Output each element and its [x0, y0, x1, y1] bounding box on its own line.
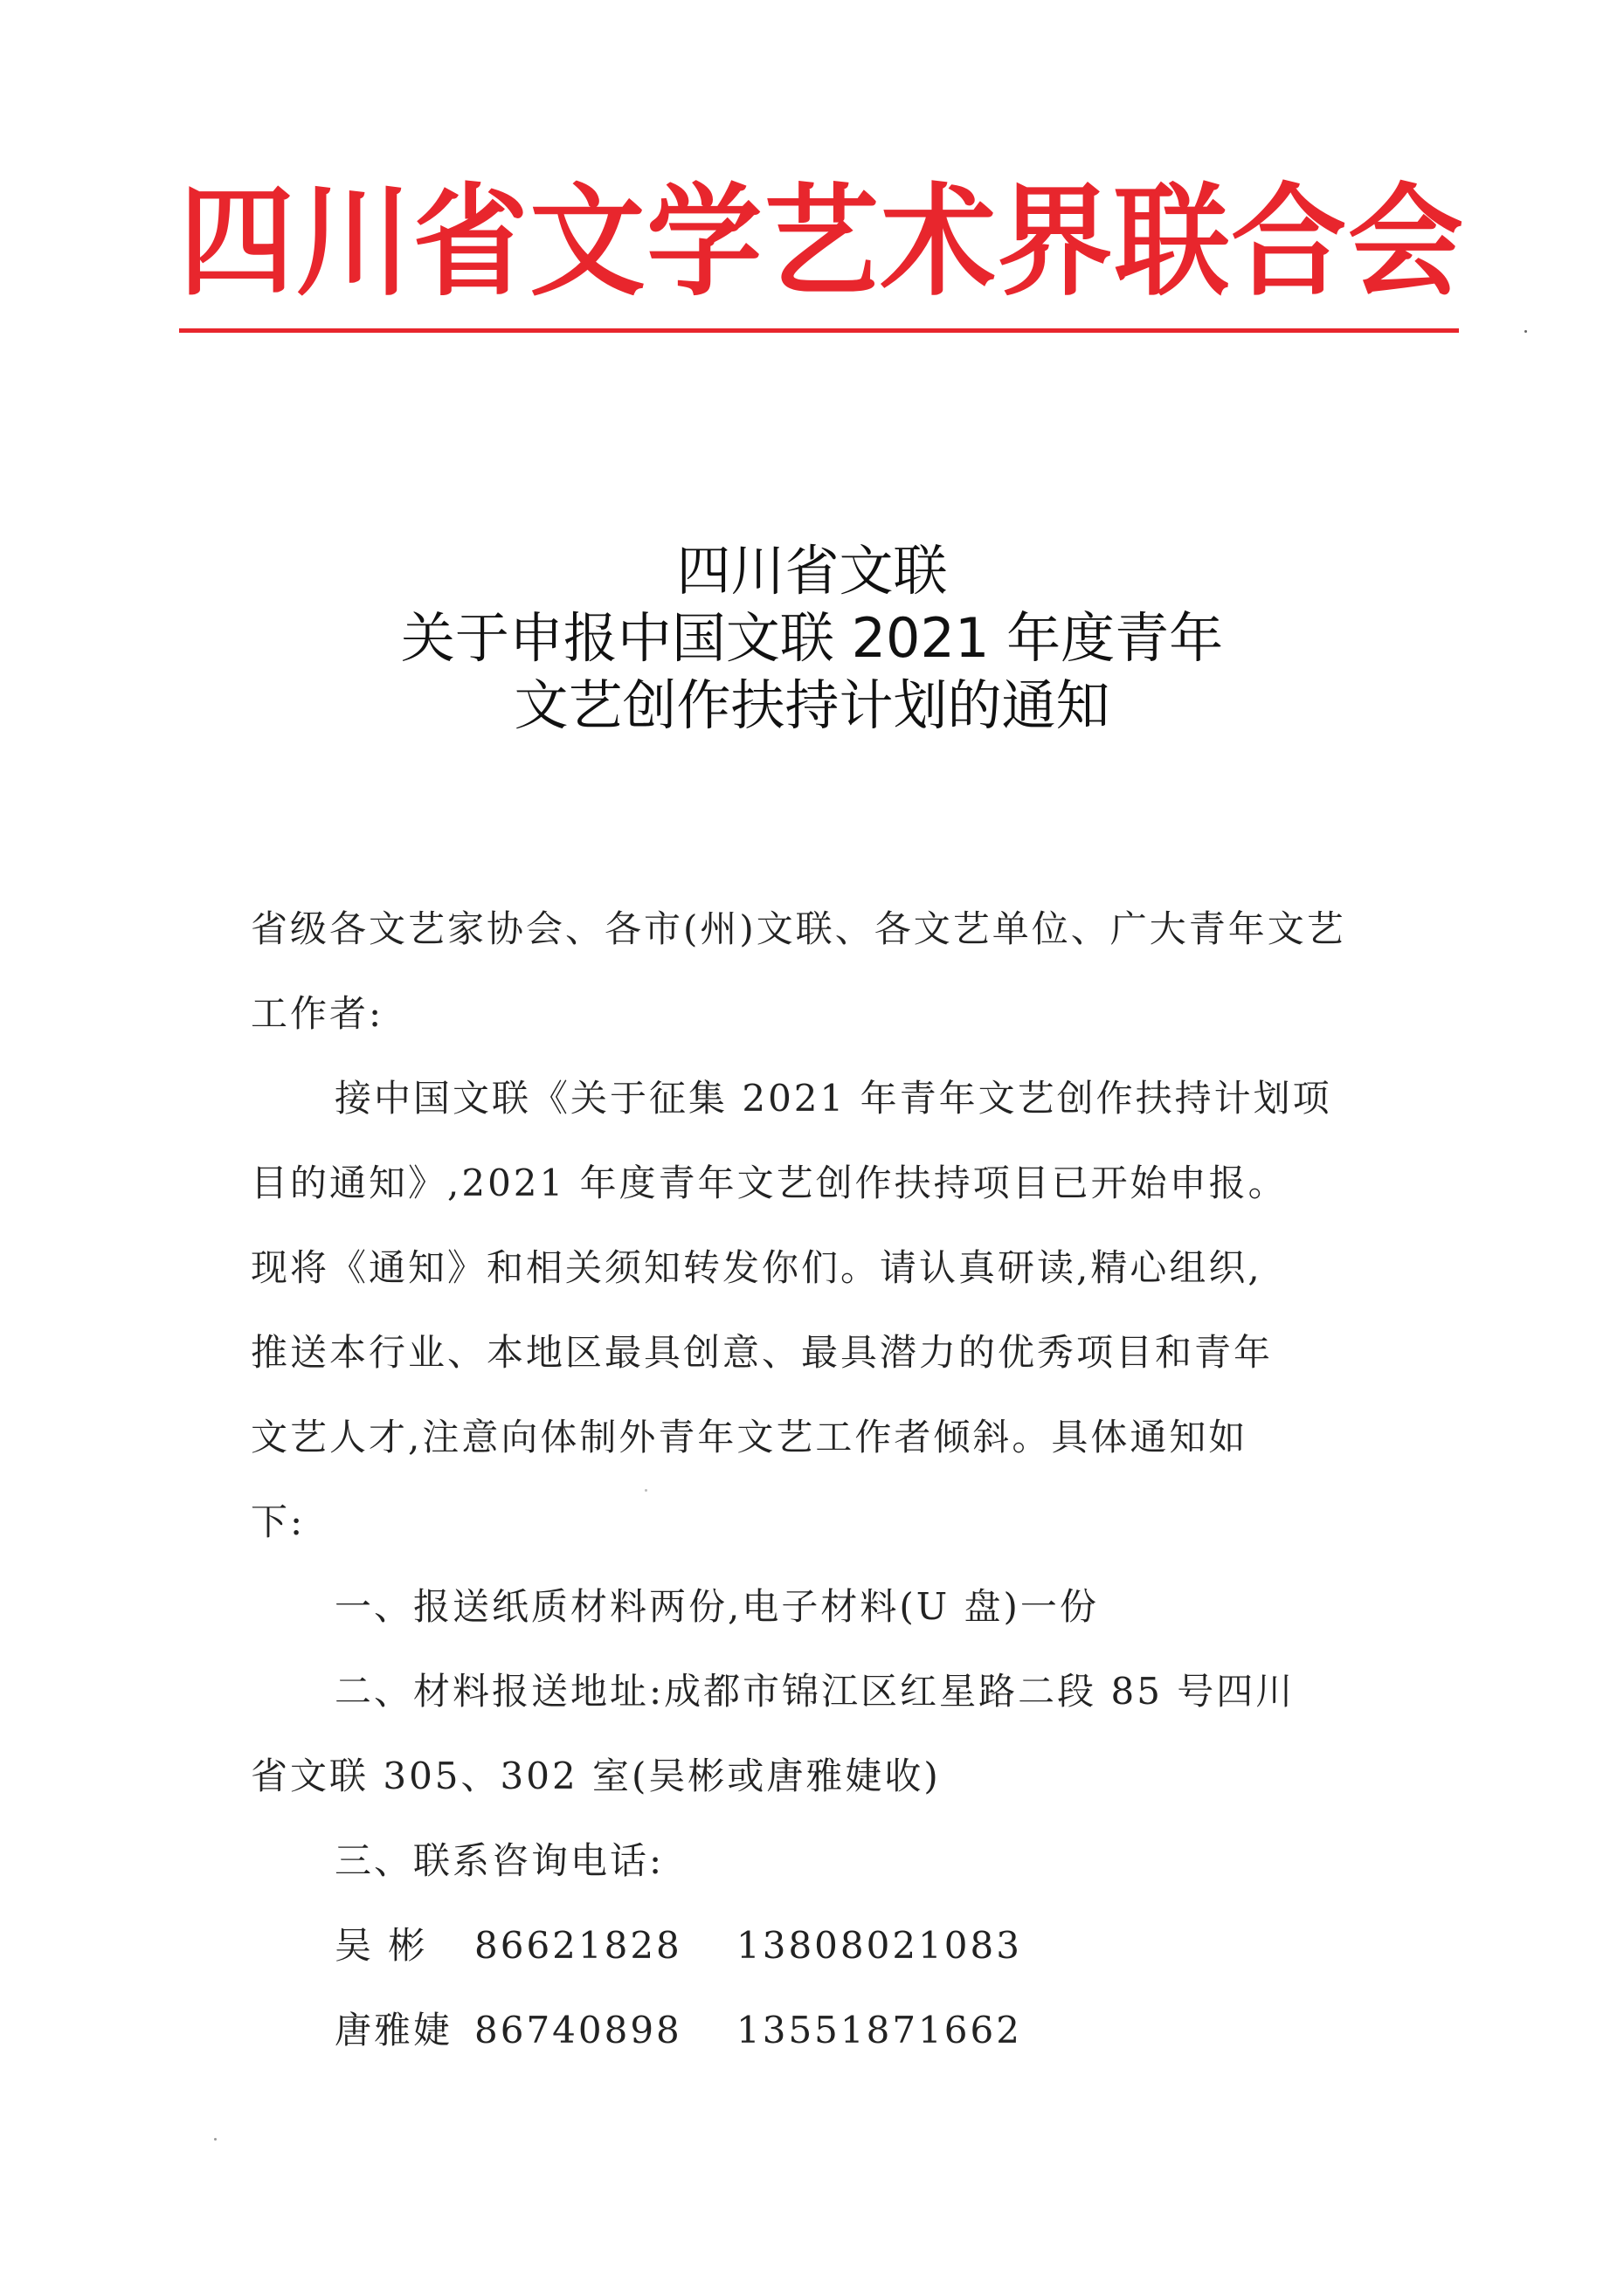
letterhead-char: 学	[646, 170, 763, 314]
letterhead-char: 会	[1347, 170, 1463, 314]
letterhead-char: 四	[179, 170, 294, 314]
contact-phone: 86621828	[474, 1924, 682, 1967]
letterhead-char: 文	[529, 170, 646, 314]
scan-speck	[214, 2138, 217, 2141]
contact-row	[251, 1903, 1378, 1988]
contact-name: 吴 彬	[335, 1924, 428, 1967]
para1-line-3: 现将《通知》和相关须知转发你们。请认真研读,精心组织,	[251, 1246, 1262, 1289]
salutation-line-1: 省级各文艺家协会、各市(州)文联、各文艺单位、广大青年文艺	[251, 907, 1346, 950]
contact-name: 唐雅婕	[335, 2009, 453, 2051]
contact-row	[251, 1988, 1378, 2072]
letterhead-org-name	[179, 144, 1463, 319]
letterhead-char: 川	[295, 170, 411, 314]
letterhead-char: 联	[1114, 170, 1230, 314]
scan-speck	[1524, 330, 1527, 333]
para1-line-4: 推送本行业、本地区最具创意、最具潜力的优秀项目和青年	[251, 1331, 1274, 1374]
title-line-3: 文艺创作扶持计划的通知	[514, 673, 1110, 737]
contact-mobile: 13808021083	[736, 1924, 1022, 1967]
item-3: 三、联系咨询电话:	[335, 1839, 665, 1882]
letterhead-char: 合	[1231, 170, 1347, 314]
salutation-line-2: 工作者:	[251, 992, 384, 1035]
para1-line-6: 下:	[251, 1500, 306, 1543]
letterhead-char: 界	[997, 170, 1113, 314]
scan-speck	[645, 1489, 647, 1492]
document-title	[0, 537, 1624, 739]
letterhead-char: 艺	[763, 170, 879, 314]
contact-phone: 86740898	[474, 2009, 682, 2051]
item-2-line-1: 二、材料报送地址:成都市锦江区红星路二段 85 号四川	[335, 1670, 1296, 1713]
letterhead-char: 省	[412, 170, 529, 314]
letterhead-red-rule	[179, 328, 1459, 333]
contact-mobile: 13551871662	[736, 2009, 1022, 2051]
para1-line-1: 接中国文联《关于征集 2021 年青年文艺创作扶持计划项	[335, 1077, 1332, 1120]
para1-line-5: 文艺人才,注意向体制外青年文艺工作者倾斜。具体通知如	[251, 1416, 1248, 1458]
title-line-2: 关于申报中国文联 2021 年度青年	[400, 606, 1224, 670]
document-body	[251, 886, 1378, 2072]
item-2-line-2: 省文联 305、302 室(吴彬或唐雅婕收)	[251, 1755, 941, 1797]
letterhead-char: 术	[880, 170, 996, 314]
title-line-1: 四川省文联	[676, 539, 948, 603]
item-1: 一、报送纸质材料两份,电子材料(U 盘)一份	[335, 1585, 1099, 1628]
para1-line-2: 目的通知》,2021 年度青年文艺创作扶持项目已开始申报。	[251, 1162, 1288, 1204]
